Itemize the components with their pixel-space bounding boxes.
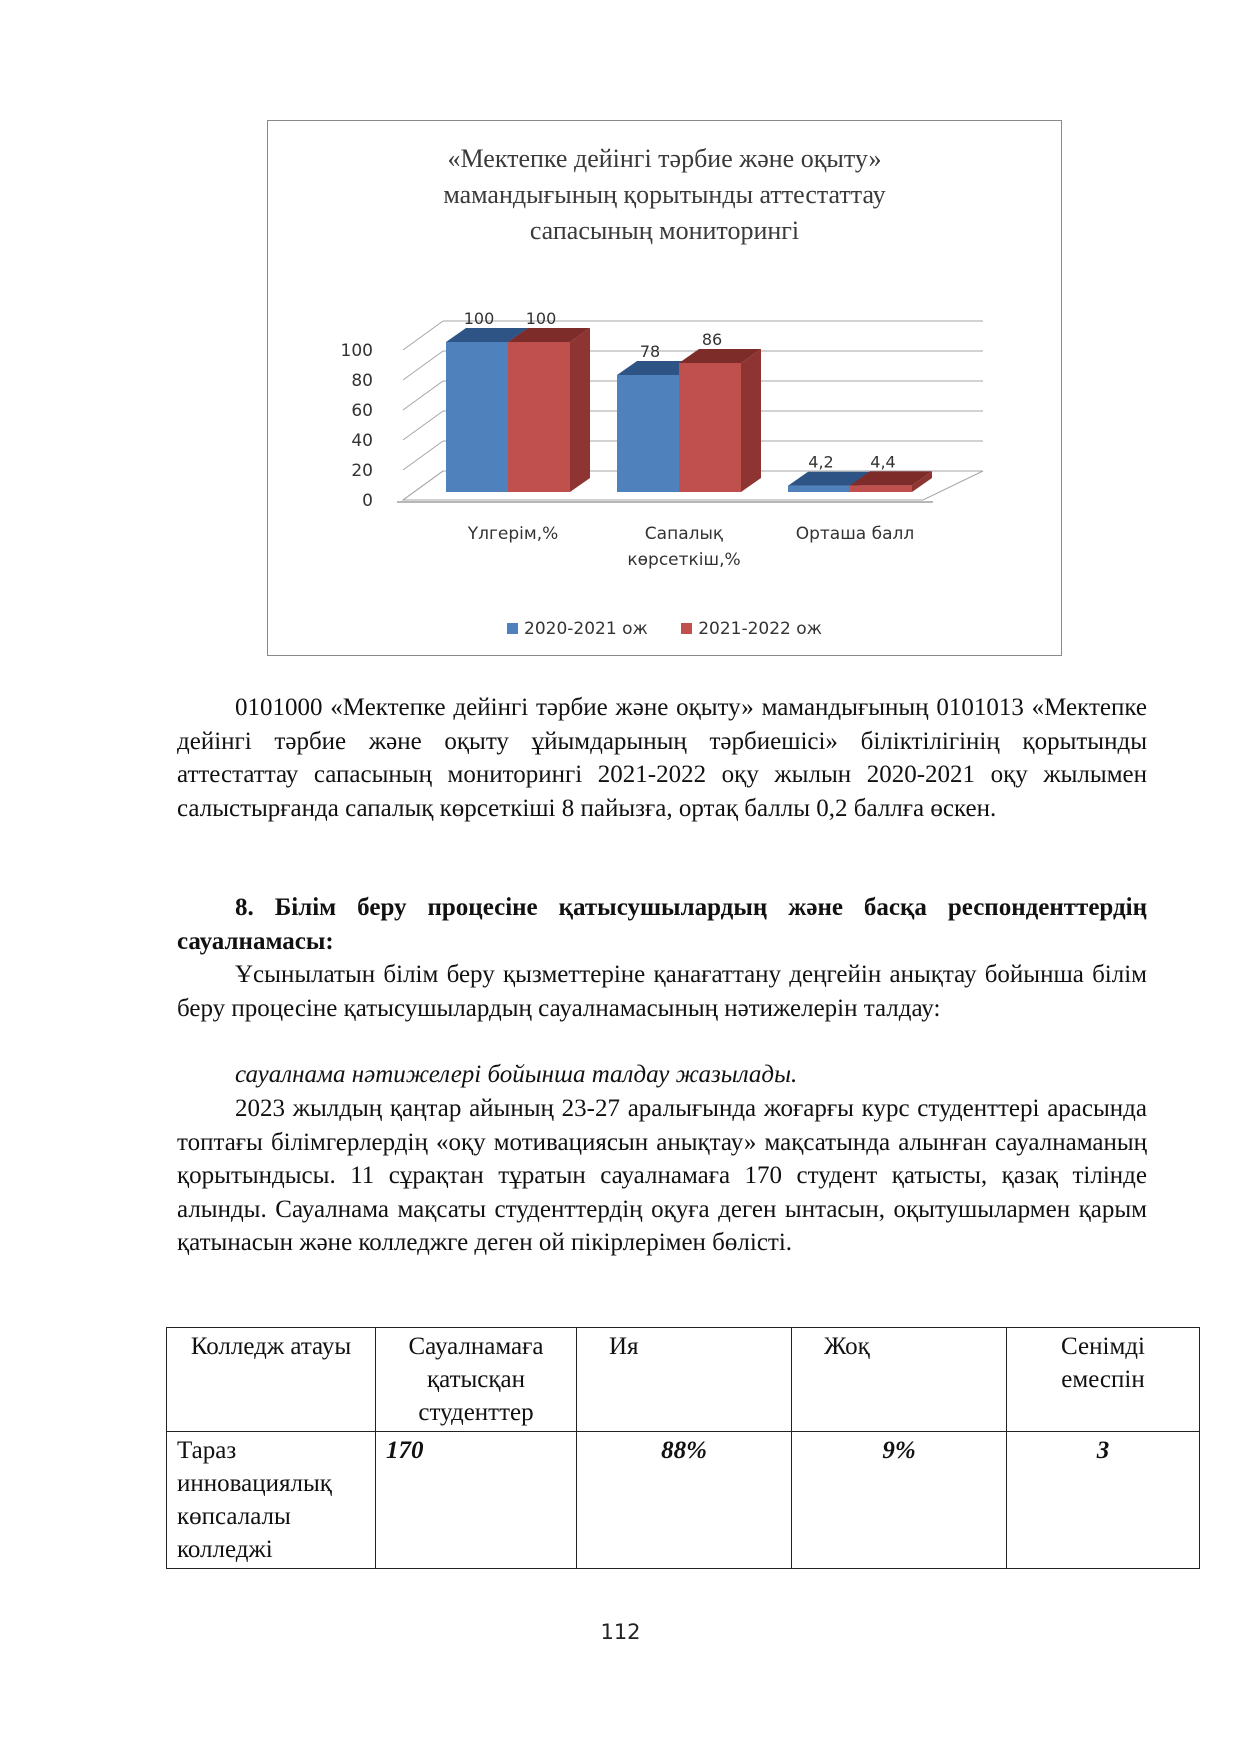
paragraph-monitoring-result: 0101000 «Мектепке дейінгі тәрбие және оқыту» мамандығының 0101013 «Мектепке дейінгі тәрбие және оқыту ұйымдарының тәрбиешісі» біліктілігінің қорытынды аттестаттау сапасының мониторингі 2021-2022 оқу жылын 2020-2021 оқу жылымен салыстырғанда сапалық көрсеткіші 8 пайызға, ортақ баллы 0,2 баллға өскен.: [177, 694, 1147, 822]
y-tick-label-5: 100: [340, 341, 373, 361]
chart-title-line-1: «Мектепке дейінгі тәрбие және оқыту»: [447, 144, 882, 173]
table-cell-college-name: Тараз инновациялық көпсалалы колледжі: [167, 1432, 376, 1569]
bar-front-2-0: [788, 486, 850, 492]
data-label-2-1: 4,4: [870, 452, 896, 472]
table-row: [167, 1432, 1200, 1569]
bar-front-2-1: [850, 485, 912, 492]
paragraph-survey-details: 2023 жылдың қаңтар айының 23-27 аралығында жоғарғы курс студенттері арасында топтағы білімгерлердің «оқу мотивациясын анықтау» мақсатында алынған сауалнаманың қорытындысы. 11 сұрақтан тұратын сауалнамаға 170 студент қатысты, қазақ тілінде алынды. Сауалнама мақсаты студенттердің оқуға деген ынтасын, оқытушылармен қарым қатынасын және колледжге деген ой пікірлерімен бөлісті.: [177, 1095, 1147, 1256]
gridline-diag-4: [403, 351, 443, 380]
chart-title-line-2: мамандығының қорытынды аттестаттау: [443, 180, 886, 209]
chart-legend: [268, 619, 1061, 639]
page-number: 112: [600, 1620, 641, 1644]
legend-label-series-2: 2021-2022 ож: [698, 619, 822, 639]
bar-front-1-1: [679, 363, 741, 492]
gridline-diag-3: [403, 381, 443, 410]
table-header-no: Жоқ: [792, 1328, 1007, 1432]
gridline-diag-2: [403, 411, 443, 440]
bar-front-0-0: [446, 342, 508, 492]
section-heading-survey: 8. Білім беру процесіне қатысушылардың және басқа респонденттердің сауалнамасы:: [177, 894, 1147, 955]
bar-side-1-1: [741, 349, 761, 492]
table-cell-unsure: 3: [1007, 1432, 1200, 1569]
table-cell-participants: 170: [376, 1432, 577, 1569]
table-header-row: [167, 1328, 1200, 1432]
table-header-unsure: Сенімді емеспін: [1007, 1328, 1200, 1432]
x-tick-label-0-0: Үлгерім,%: [467, 524, 559, 544]
data-label-0-0: 100: [463, 309, 495, 328]
y-tick-label-4: 80: [351, 371, 373, 391]
y-tick-label-2: 40: [351, 431, 373, 451]
data-label-0-1: 100: [525, 309, 557, 328]
legend-label-series-1: 2020-2021 ож: [524, 619, 648, 639]
chart-title-line-3: сапасының мониторингі: [529, 216, 800, 245]
chart-container: [267, 120, 1062, 656]
x-tick-label-2-0: Орташа балл: [795, 524, 915, 544]
bar-front-0-1: [508, 342, 570, 492]
table-header-participants: Сауалнамаға қатысқан студенттер: [376, 1328, 577, 1432]
data-label-1-1: 86: [701, 330, 723, 349]
paragraph-survey-intro: Ұсынылатын білім беру қызметтеріне қанағаттану деңгейін анықтау бойынша білім беру процесіне қатысушылардың сауалнамасының нәтижелерін талдау:: [177, 961, 1147, 1022]
table-header-yes: Ия: [577, 1328, 792, 1432]
y-tick-label-0: 0: [362, 491, 373, 511]
legend-swatch-blue: [507, 623, 518, 634]
bar-side-0-1: [570, 328, 590, 492]
x-tick-label-1-1: көрсеткіш,%: [627, 550, 741, 570]
x-tick-label-1-0: Сапалық: [644, 524, 724, 544]
legend-item-series-1: [507, 619, 648, 639]
legend-swatch-red: [681, 623, 692, 634]
chart-title: [268, 141, 1061, 249]
gridline-diag-5: [403, 321, 443, 350]
table-header-college: Колледж атауы: [167, 1328, 376, 1432]
bar-front-1-0: [617, 375, 679, 492]
gridline-diag-1: [403, 441, 443, 470]
data-label-2-0: 4,2: [808, 452, 834, 472]
table-cell-no: 9%: [792, 1432, 1007, 1569]
table-cell-yes: 88%: [577, 1432, 792, 1569]
y-tick-label-1: 20: [351, 461, 373, 481]
survey-results-table: [166, 1327, 1200, 1569]
y-tick-label-3: 60: [351, 401, 373, 421]
paragraph-survey-note: сауалнама нәтижелері бойынша талдау жазылады.: [235, 1061, 798, 1088]
data-label-1-0: 78: [639, 342, 661, 361]
legend-item-series-2: [681, 619, 822, 639]
